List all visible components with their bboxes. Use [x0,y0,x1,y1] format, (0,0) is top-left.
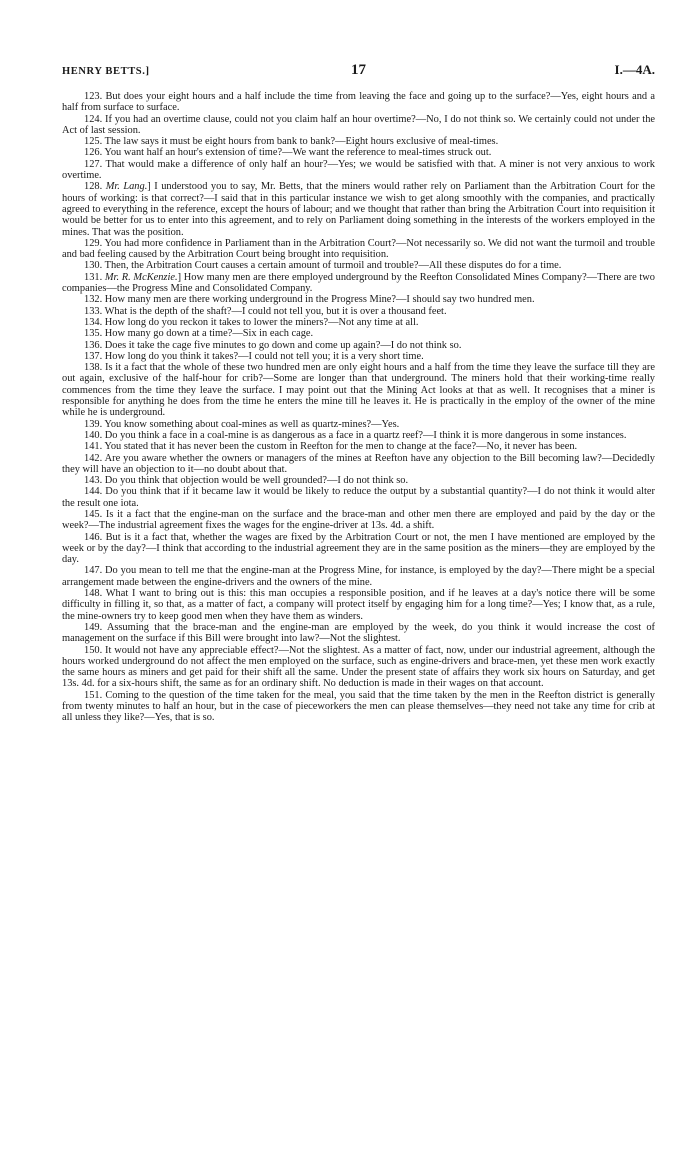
question-answer-paragraph: 125. The law says it must be eight hours from bank to bank?—Eight hours exclusive of meal-times. [84,136,499,148]
document-reference: I.—4A. [614,62,655,77]
question-answer-paragraph [62,272,655,295]
question-answer-paragraph: 130. Then, the Arbitration Court causes a certain amount of turmoil and trouble?—All these disputes do for a time. [84,260,562,272]
page-header [62,62,655,79]
question-answer-paragraph: 126. You want half an hour's extension of time?—We want the reference to meal-times struck out. [84,147,492,159]
question-answer-paragraph: 143. Do you think that objection would be well grounded?—I do not think so. [84,475,409,487]
question-answer-paragraph: 136. Does it take the cage five minutes to go down and come up again?—I do not think so. [84,339,462,351]
witness-name: HENRY BETTS.] [62,66,150,77]
paragraph-text: ] How many men are there employed underground by the Reefton Consolidated Mines Company?—There are two companies—the Progress Mine and Consolidated Company. [62,271,655,295]
paragraph-text: ] I understood you to say, Mr. Betts, that the miners would rather rely on Parliament than the Arbitration Court for the hours of working: is that correct?—I said that in this particular instance we wish to get along smoothly with the companies, and practically agreed to everything in the reference, except the hours of labour; and we thought that rather than bring the Arbitration Court into requisition it would be better for us to enter into this agreement, and to rely on Parliament doing something in the interests of the workers employed in the mines. That was the position. [62,181,655,238]
question-answer-paragraph: 149. Assuming that the brace-man and the engine-man are employed by the week, do you think it would increase the cost of management on the surface if this Bill were brought into law?—Not the slightest. [62,621,655,645]
question-answer-paragraph: 127. That would make a difference of only half an hour?—Yes; we would be satisfied with that. A miner is not very anxious to work overtime. [62,158,655,182]
document-body [62,91,655,724]
question-answer-paragraph: 132. How many men are there working underground in the Progress Mine?—I should say two hundred men. [84,294,535,306]
question-answer-paragraph: 129. You had more confidence in Parliament than in the Arbitration Court?—Not necessarily so. We did not want the turmoil and trouble and bad feeling caused by the Arbitration Court being brought into requisition. [62,237,655,261]
page-number: 17 [351,62,366,78]
question-answer-paragraph: 147. Do you mean to tell me that the engine-man at the Progress Mine, for instance, is employed by the day?—There might be a special arrangement made between the engine-drivers and the owners of the mine. [62,565,655,588]
question-answer-paragraph: 124. If you had an overtime clause, could not you claim half an hour overtime?—No, I do not think so. We certainly could not under the Act of last session. [62,113,655,136]
question-answer-paragraph: 151. Coming to the question of the time taken for the meal, you said that the time taken by the men in the Reefton district is generally from twenty minutes to half an hour, but in the case of pieceworkers the men can please themselves—they need not take any time for crib at all unless they like?—Yes, that is so. [62,689,655,724]
speaker-name: Mr. R. McKenzie. [104,271,178,283]
question-answer-paragraph: 146. But is it a fact that, whether the wages are fixed by the Arbitration Court or not, the men I have mentioned are employed by the week or by the day?—I think that according to the industrial agreement they are in the same position as the miners—they are employed by the day. [62,531,655,566]
question-answer-paragraph: 137. How long do you think it takes?—I could not tell you; it is a very short time. [84,350,424,362]
question-answer-paragraph [62,181,655,237]
question-answer-paragraph: 139. You know something about coal-mines as well as quartz-mines?—Yes. [84,418,400,430]
question-answer-paragraph: 150. It would not have any appreciable effect?—Not the slightest. As a matter of fact, now, under our industrial agreement, although the hours worked underground do not affect the men employed on the surface, such as engine-drivers and brace-men, yet these men work exactly the same hours as miners and get paid for their shift all the same. Under the present state of affairs they work six hours on Saturday, and get 13s. 4d. for a six-hours shift, the same as for an ordinary shift. No deduction is made in their wages on that account. [62,644,655,690]
question-answer-paragraph: 123. But does your eight hours and a half include the time from leaving the face and going up to the surface?—Yes, eight hours and a half from surface to surface. [62,91,655,114]
question-answer-paragraph: 144. Do you think that if it became law it would be likely to reduce the output by a substantial quantity?—I do not think it would alter the result one iota. [62,486,655,509]
question-answer-paragraph: 145. Is it a fact that the engine-man on the surface and the brace-man and other men there are employed and paid by the day or the week?—The industrial agreement fixes the wages for the engine-driver at 13s. 4d. a shift. [62,508,655,532]
question-answer-paragraph: 134. How long do you reckon it takes to lower the miners?—Not any time at all. [84,316,419,328]
question-answer-paragraph: 133. What is the depth of the shaft?—I could not tell you, but it is over a thousand feet. [84,305,447,317]
question-answer-paragraph: 141. You stated that it has never been the custom in Reefton for the men to change at the face?—No, it never has been. [84,441,578,453]
speaker-name: Mr. Lang. [105,181,148,193]
question-number: 128. [84,181,106,193]
question-answer-paragraph: 140. Do you think a face in a coal-mine is as dangerous as a face in a quartz reef?—I think it is more dangerous in some instances. [84,429,627,441]
question-answer-paragraph: 148. What I want to bring out is this: this man occupies a responsible position, and if he leaves at a day's notice there will be some difficulty in filling it, so that, as a matter of fact, a company will protect itself by engaging him for a long time?—Yes; I know that, as a rule, the mine-owners try to keep good men when they have them as winders. [62,588,655,622]
question-number: 131. [84,271,105,283]
question-answer-paragraph: 135. How many go down at a time?—Six in each cage. [84,328,314,340]
question-answer-paragraph: 138. Is it a fact that the whole of these two hundred men are only eight hours and a half from the time they leave the surface till they are out again, exclusive of the half-hour for crib?—Some are longer than that underground. The miners hold that their working-time really commences from the time they leave the surface. I may point out that the Mining Act looks at that as well. It recognises that a miner is responsible for anything he does from the time he enters the mine till he leaves it. He is practically in the employ of the owner of the mine while he is underground. [62,362,655,419]
question-answer-paragraph: 142. Are you aware whether the owners or managers of the mines at Reefton have any objection to the Bill becoming law?—Decidedly they will have an objection to it—no doubt about that. [62,452,655,475]
